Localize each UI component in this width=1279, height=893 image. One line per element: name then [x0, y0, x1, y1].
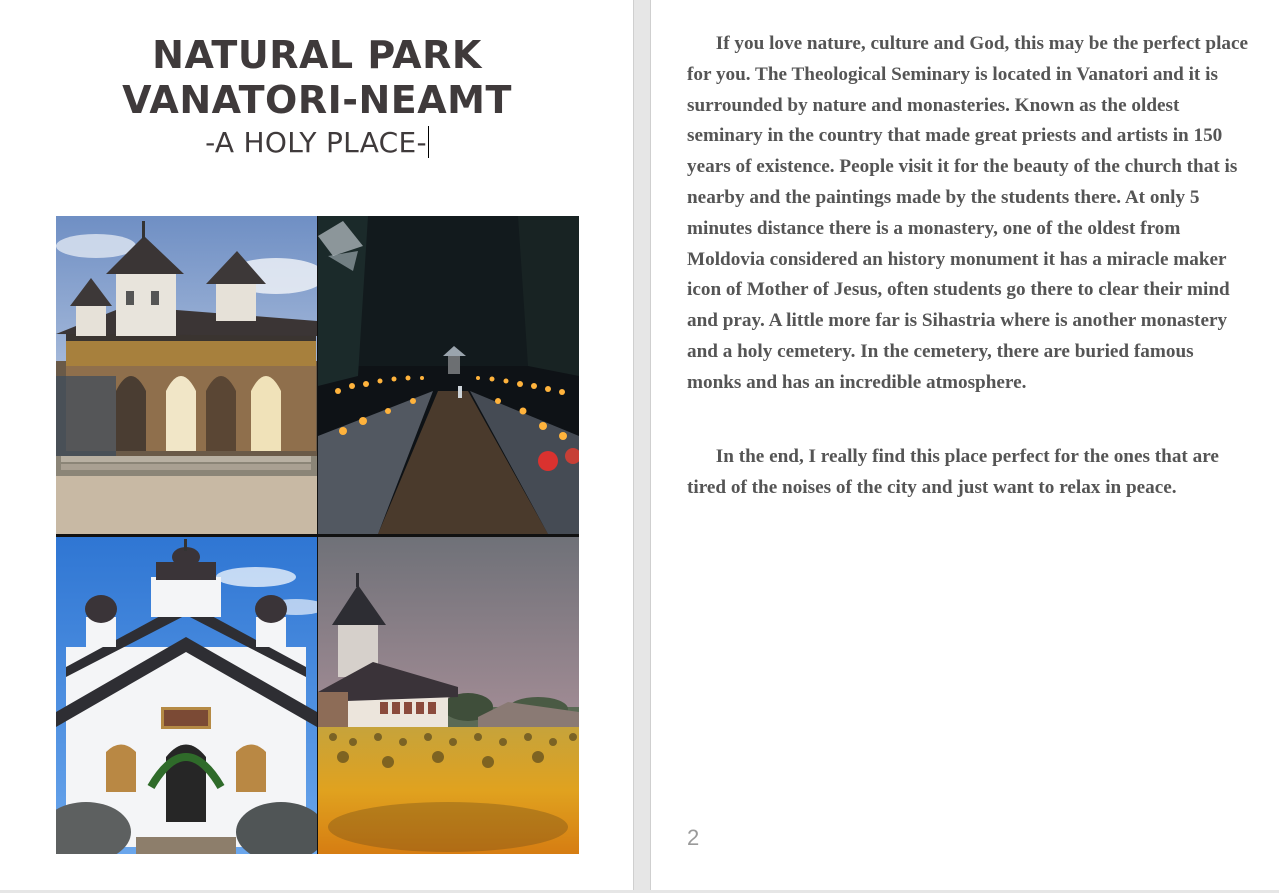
page-subtitle[interactable] [0, 124, 634, 162]
subtitle-text[interactable]: -A HOLY PLACE- [205, 126, 427, 159]
paragraph-2-text[interactable]: In the end, I really find this place perfect for the ones that are tired of the noises of the city and just want to relax in peace. [687, 446, 1219, 498]
body-paragraph-1[interactable] [687, 29, 1249, 399]
candlelit-cemetery-image[interactable] [318, 216, 579, 534]
photo-collage[interactable] [56, 216, 579, 854]
paragraph-1-text[interactable]: If you love nature, culture and God, this may be the perfect place for you. The Theological Seminary is located in Vanatori and it is surrounded by nature and monasteries. Known as the oldest seminary in the country that made great priests and artists in 150 years of existence. People visit it for the beauty of the church that is nearby and the paintings made by the students there. At only 5 minutes distance there is a monastery, one of the oldest from Moldovia considered an history monument it has a miracle maker icon of Mother of Jesus, often students go there to clear their mind and pray. A little more far is Sihastria where is another monastery and a holy cemetery. In the cemetery, there are buried famous monks and has an incredible atmosphere. [687, 33, 1249, 393]
page-number: 2 [687, 825, 700, 850]
white-church-image[interactable] [56, 537, 317, 854]
body-paragraph-2[interactable] [687, 442, 1249, 504]
painted-monastery-church-image[interactable] [56, 216, 317, 534]
title-line-1[interactable]: NATURAL PARK [152, 33, 482, 77]
monastery-sunflowers-image[interactable] [318, 537, 579, 854]
page-title[interactable] [0, 33, 634, 123]
title-line-2[interactable]: VANATORI-NEAMT [122, 78, 512, 122]
text-cursor [428, 126, 429, 158]
page-left[interactable] [0, 0, 634, 890]
